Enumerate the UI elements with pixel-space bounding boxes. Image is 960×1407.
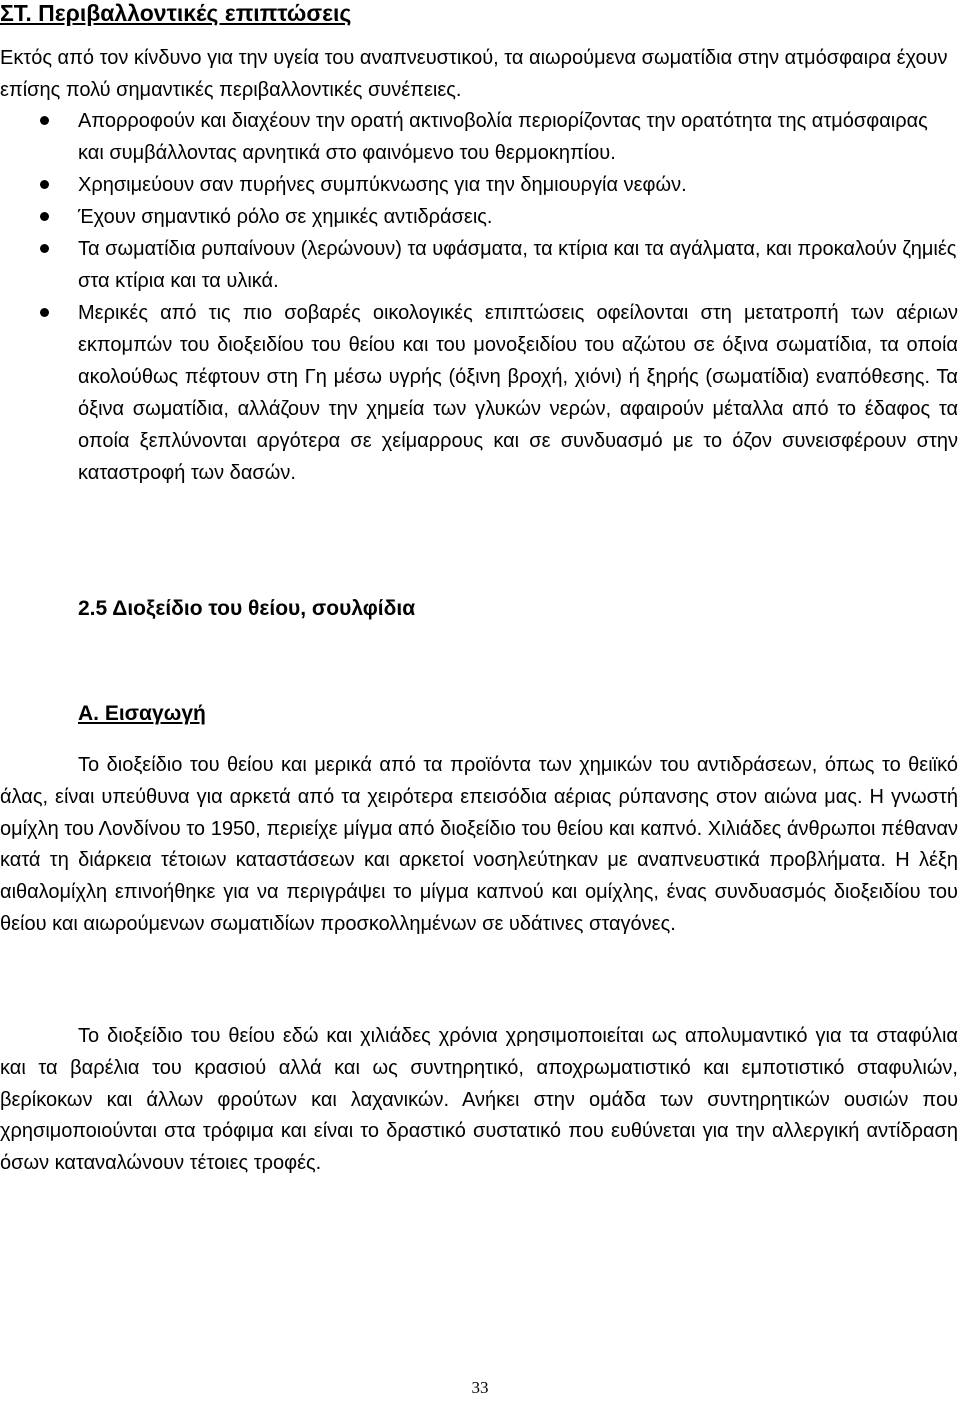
list-item xyxy=(0,233,958,297)
list-item xyxy=(0,297,958,489)
bullet-icon xyxy=(40,308,49,317)
list-item xyxy=(0,105,958,169)
list-item xyxy=(0,169,958,201)
list-item-text: Χρησιμεύουν σαν πυρήνες συμπύκνωσης για την δημιουργία νεφών. xyxy=(78,174,687,196)
subsection-title: Α. Εισαγωγή xyxy=(78,702,206,725)
bullet-icon xyxy=(40,116,49,125)
section-title: 2.5 Διοξείδιο του θείου, σουλφίδια xyxy=(78,597,416,620)
list-item xyxy=(0,201,958,233)
list-item-text: Τα σωματίδια ρυπαίνουν (λερώνουν) τα υφάσματα, τα κτίρια και τα αγάλματα, και προκαλούν ζημιές στα κτίρια και τα υλικά. xyxy=(78,238,957,292)
bullet-icon xyxy=(40,244,49,253)
bullet-icon xyxy=(40,212,49,221)
list-item-text: Απορροφούν και διαχέουν την ορατή ακτινοβολία περιορίζοντας την ορατότητα της ατμόσφαιρας και συμβάλλοντας αρνητικά στο φαινόμενο του θερμοκηπίου. xyxy=(78,110,928,164)
bullet-icon xyxy=(40,180,49,189)
list-item-text: Έχουν σημαντικό ρόλο σε χημικές αντιδράσεις. xyxy=(78,206,493,228)
list-item-text: Μερικές από τις πιο σοβαρές οικολογικές επιπτώσεις οφείλονται στη μετατροπή των αέριων εκπομπών του διοξειδίου του θείου και του μονοξειδίου του αζώτου σε όξινα σωματίδια, τα οποία ακολούθως πέφτουν στη Γη μέσω υγρής (όξινη βροχή, χιόνι) ή ξηρής (σωματίδια) εναπόθεσης. Τα όξινα σωματίδια, αλλάζουν την χημεία των γλυκών νερών, αφαιρούν μέταλλα από το έδαφος τα οποία ξεπλύνονται αργότερα σε χείμαρρους και σε συνδυασμό με το όζον συνεισφέρουν στην καταστροφή των δασών. xyxy=(78,302,958,484)
page-number: 33 xyxy=(471,1378,489,1397)
section-heading: ΣΤ. Περιβαλλοντικές επιπτώσεις xyxy=(0,0,352,26)
bullet-list xyxy=(0,105,958,489)
body-paragraph: Το διοξείδιο του θείου και μερικά από τα προϊόντα των χημικών του αντιδράσεων, όπως το θειϊκό άλας, είναι υπεύθυνα για αρκετά από τα χειρότερα επεισόδια αέριας ρύπανσης στον αιώνα μας. Η γνωστή ομίχλη του Λονδίνου το 1950, περιείχε μίγμα από διοξείδιο του θείου και καπνό. Χιλιάδες άνθρωποι πέθαναν κατά τη διάρκεια τέτοιων καταστάσεων και αρκετοί νοσηλεύτηκαν με αναπνευστικά προβλήματα. Η λέξη αιθαλομίχλη επινοήθηκε για να περιγράψει το μίγμα καπνού και ομίχλης, ένας συνδυασμός διοξειδίου του θείου και αιωρούμενων σωματιδίων προσκολλημένων σε υδάτινες σταγόνες. xyxy=(0,754,958,935)
intro-paragraph: Εκτός από τον κίνδυνο για την υγεία του αναπνευστικού, τα αιωρούμενα σωματίδια στην ατμόσφαιρα έχουν επίσης πολύ σημαντικές περιβαλλοντικές συνέπειες. xyxy=(0,47,948,101)
body-paragraph: Το διοξείδιο του θείου εδώ και χιλιάδες χρόνια χρησιμοποιείται ως απολυμαντικό για τα σταφύλια και τα βαρέλια του κρασιού αλλά και ως συντηρητικό, αποχρωματιστικό και εμποτιστικό σταφυλιών, βερίκοκων και άλλων φρούτων και λαχανικών. Ανήκει στην ομάδα των συντηρητικών ουσιών που χρησιμοποιούνται στα τρόφιμα και είναι το δραστικό συστατικό που ευθύνεται για την αλλεργική αντίδραση όσων καταναλώνουν τέτοιες τροφές. xyxy=(0,1025,958,1175)
